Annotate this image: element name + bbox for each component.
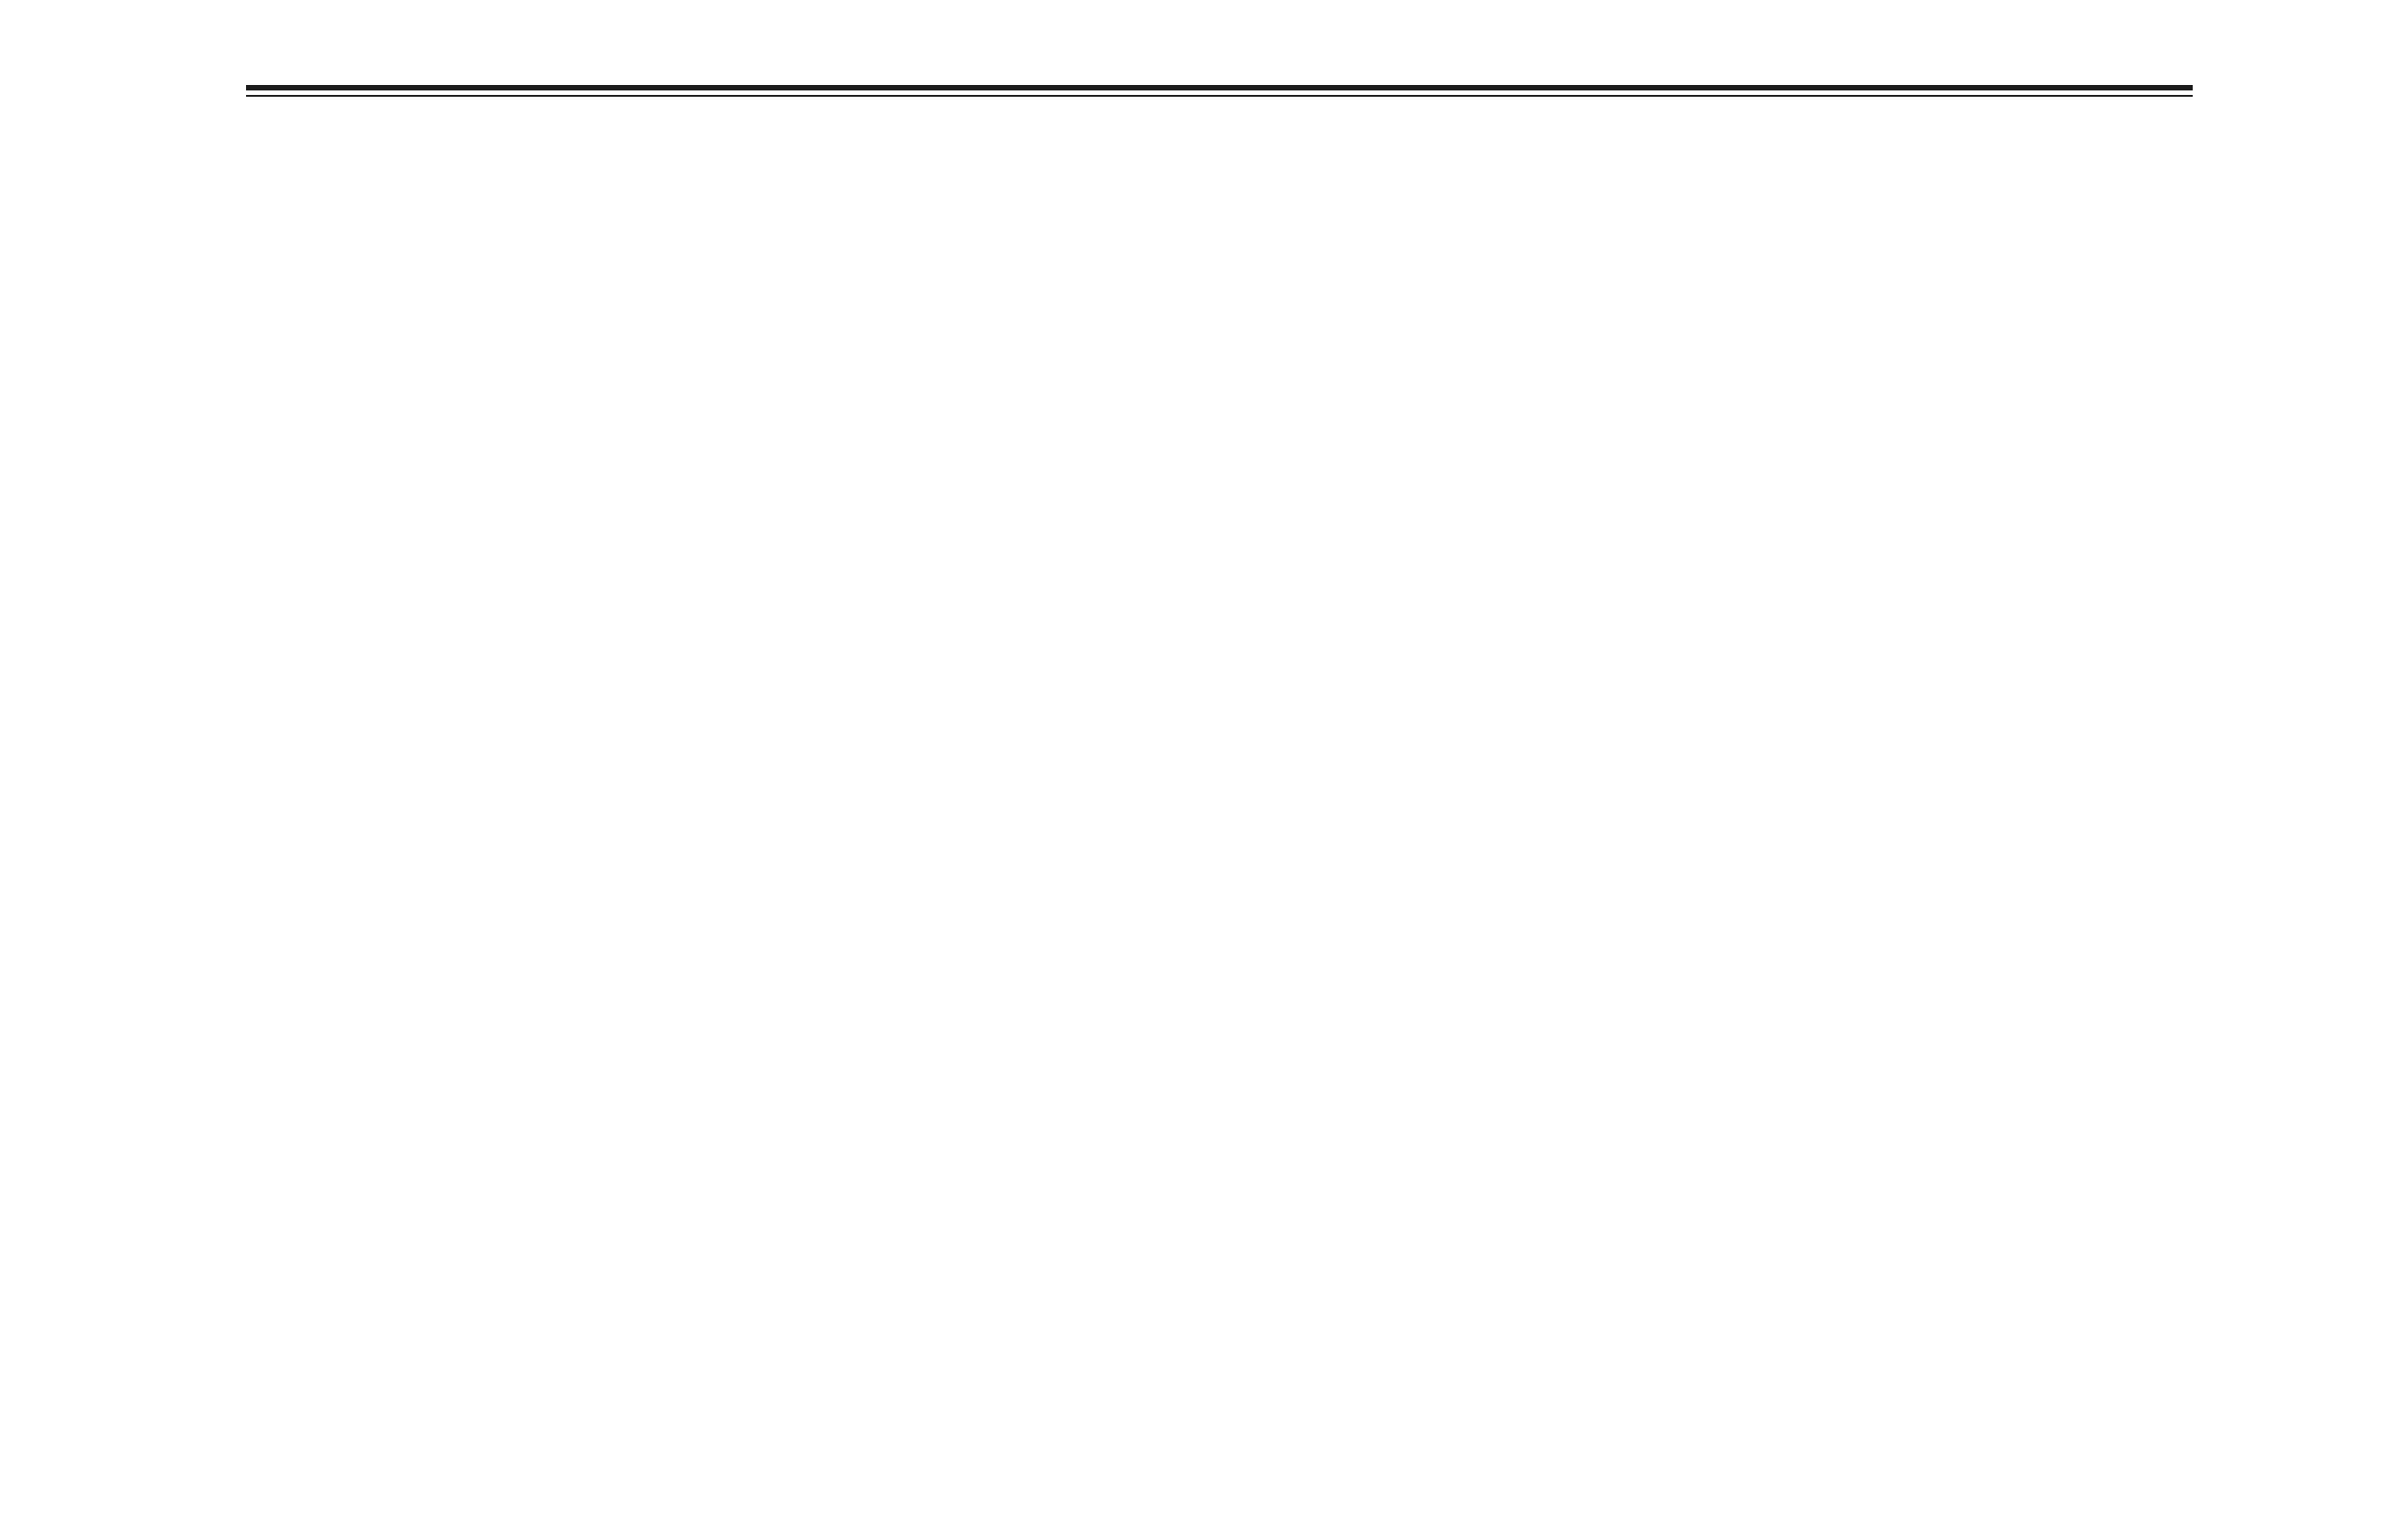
header-rule [246,85,2193,90]
header-rule-thin [246,95,2193,97]
